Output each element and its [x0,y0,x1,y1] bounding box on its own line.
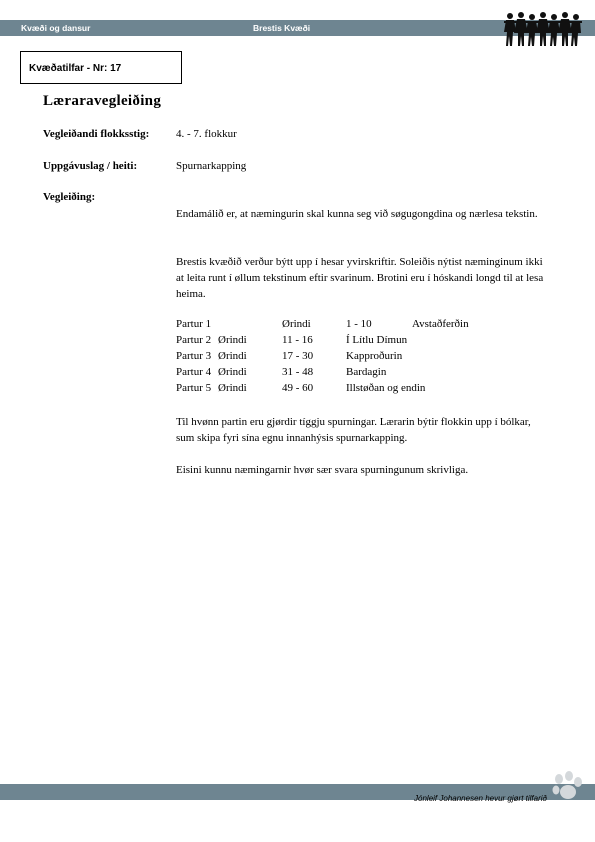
page-title: Læraravegleiðing [43,93,162,109]
part-cell: Partur 4 [176,366,212,378]
range-cell: 1 - 10 [346,318,372,330]
title-cell: Illstøðan og endin [346,382,426,394]
footer-credit: Jónleif Johannesen hevur gjørt tilfarið [414,794,547,803]
header-center-title: Brestis Kvæði [253,23,311,33]
grade-label: Vegleiðandi flokksstig: [43,128,150,140]
grade-value: 4. - 7. flokkur [176,128,237,140]
part-cell: Partur 1 [176,318,212,330]
title-cell: Bardagin [346,366,387,378]
part-cell: Partur 2 [176,334,212,346]
part-cell: Partur 3 [176,350,212,362]
title-cell: Í Lítlu Dímun [346,334,408,346]
header-left-title: Kvæði og dansur [21,23,91,33]
range-cell: 11 - 16 [282,334,313,346]
guide-paragraph-1: Endamálið er, at næmingurin skal kunna seg við søgugongdina og nærlesa tekstin. [176,208,538,220]
guide-label: Vegleiðing: [43,191,96,203]
guide-paragraph-2: Brestis kvæðið verður býtt upp í hesar yvirskriftir. Soleiðis nýtist næminginum ikki at leita runt í øllum tekstinum eftir svarinum. Brotini eru í hóskandi longd til at lesa heima. [176,256,544,300]
stanza-label-cell: Ørindi [218,366,247,378]
title-cell: Avstaðferðin [412,318,469,330]
material-number-box [20,51,182,84]
material-number-label: Kvæðatilfar - Nr: 17 [29,63,122,74]
range-cell: 31 - 48 [282,366,314,378]
guide-paragraph-4: Eisini kunnu næmingarnir hvør sær svara spurningunum skrivliga. [176,464,469,476]
task-label: Uppgávuslag / heiti: [43,160,138,172]
title-cell: Kapproðurin [346,350,403,362]
task-value: Spurnarkapping [176,160,247,172]
stanza-label-cell: Ørindi [282,318,311,330]
guide-paragraph-3: Til hvønn partin eru gjørdir tíggju spurningar. Lærarin býtir flokkin upp í bólkar, sum skipa fyri sína egnu innanhýsis spurnarkapping. [176,416,531,444]
paw-print-icon [550,770,584,802]
stanza-label-cell: Ørindi [218,382,247,394]
dancers-silhouette-icon [504,10,582,48]
range-cell: 49 - 60 [282,382,314,394]
part-cell: Partur 5 [176,382,212,394]
stanza-label-cell: Ørindi [218,334,247,346]
stanza-label-cell: Ørindi [218,350,247,362]
range-cell: 17 - 30 [282,350,314,362]
